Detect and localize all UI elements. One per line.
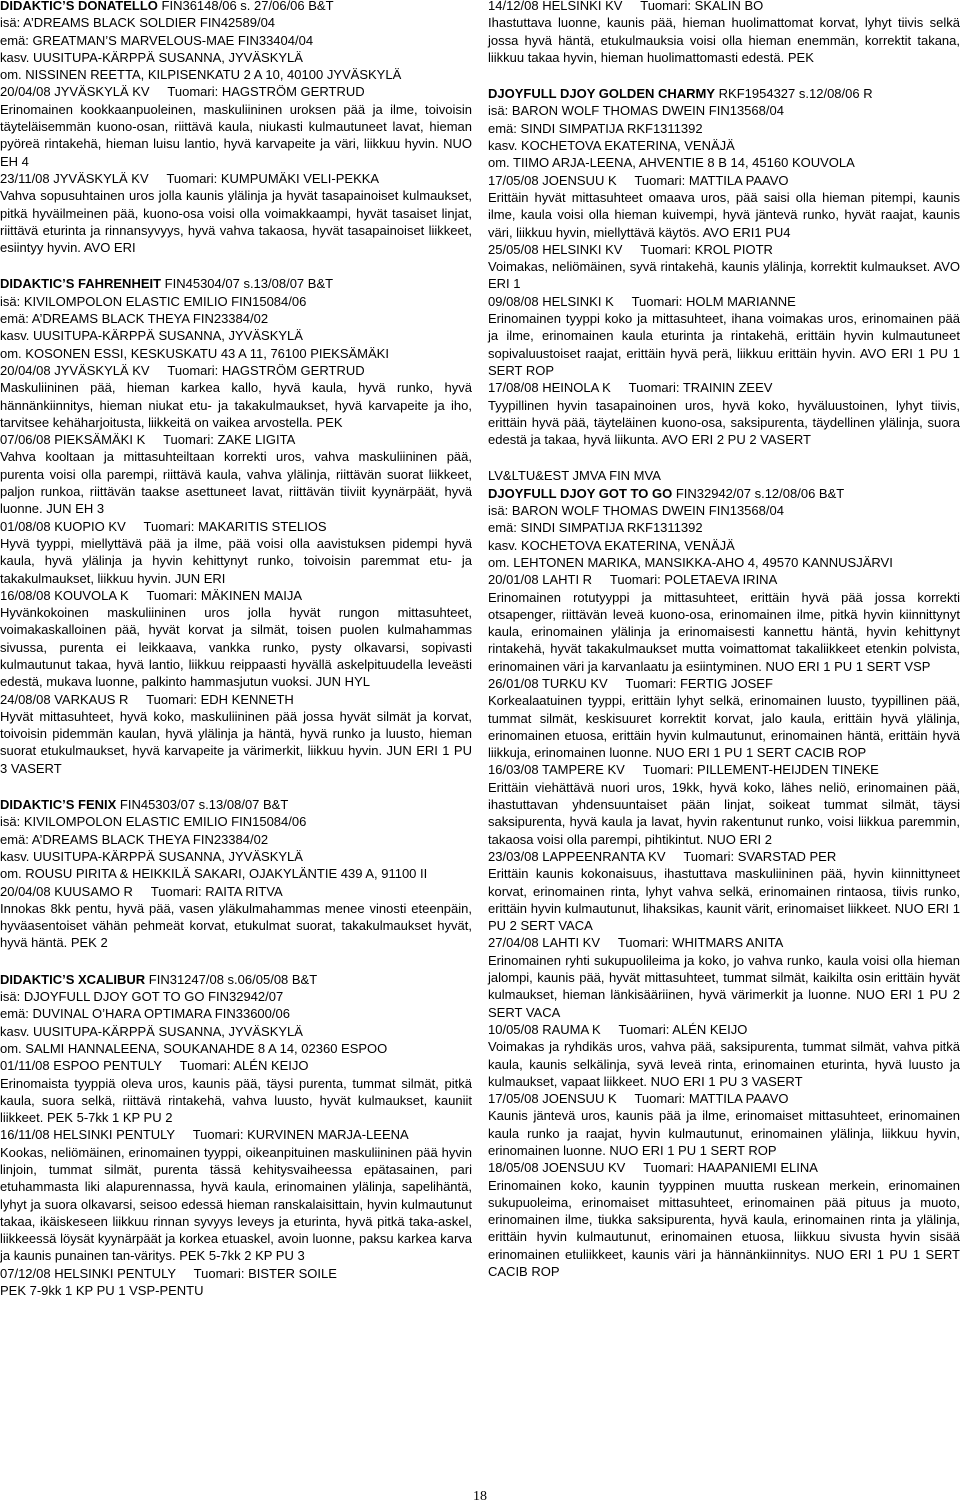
show-result [488, 571, 960, 675]
pedigree-line: emä: A’DREAMS BLACK THEYA FIN23384/02 [0, 311, 269, 327]
show-heading: 07/12/08 HELSINKI PENTULY Tuomari: BISTER SOILE [0, 1265, 337, 1281]
show-result [488, 379, 960, 448]
show-result [0, 587, 472, 691]
show-result [488, 848, 960, 934]
critique-text: Innokas 8kk pentu, hyvä pää, vasen yläkulmahammas menee vinosti eteenpäin, hyväasentoiset vähän pehmeät korvat, etukulmat suorat, takakulmaukset hyvät, hyvä häntä. PEK 2 [0, 900, 472, 951]
left-column [0, 0, 472, 1299]
show-result [488, 761, 960, 847]
pedigree-line: emä: DUVINAL O’HARA OPTIMARA FIN33600/06 [0, 1006, 290, 1022]
registration: FIN36148/06 s. 27/06/06 B&T [157, 0, 334, 13]
show-heading: 17/08/08 HEINOLA K Tuomari: TRAININ ZEEV [488, 380, 773, 396]
show-result [488, 1159, 960, 1280]
pedigree-line: emä: GREATMAN’S MARVELOUS-MAE FIN33404/04 [0, 32, 314, 48]
critique-text: PEK 7-9kk 1 KP PU 1 VSP-PENTU [0, 1283, 204, 1299]
dog-name: DJOYFULL DJOY GOLDEN CHARMY [488, 86, 716, 102]
show-heading: 16/03/08 TAMPERE KV Tuomari: PILLEMENT-HEIJDEN TINEKE [488, 762, 879, 778]
dog-entry [488, 66, 960, 448]
show-heading: 23/11/08 JYVÄSKYLÄ KV Tuomari: KUMPUMÄKI VELI-PEKKA [0, 170, 380, 186]
dog-title [0, 275, 472, 292]
show-heading: 09/08/08 HELSINKI K Tuomari: HOLM MARIANNE [488, 293, 796, 309]
entry-spacer [0, 777, 472, 796]
entry-spacer [488, 66, 960, 85]
show-heading: 27/04/08 LAHTI KV Tuomari: WHITMARS ANITA [488, 935, 784, 951]
dog-title [0, 0, 472, 14]
registration: FIN32942/07 s.12/08/06 B&T [672, 485, 845, 501]
dog-name: DIDAKTIC’S FAHRENHEIT [0, 276, 162, 292]
show-heading: 23/03/08 LAPPEENRANTA KV Tuomari: SVARSTAD PER [488, 848, 837, 864]
dog-title [0, 971, 472, 988]
pedigree-line: kasv. UUSITUPA-KÄRPPÄ SUSANNA, JYVÄSKYLÄ [0, 848, 303, 864]
critique-text: Tyypillinen hyvin tasapainoinen uros, hyvä koko, hyväluustoinen, lyhyt tiivis, erittäin hyvä pää, täyteläinen kuono-osa, saksipurenta, täydellinen ylälinja, suora edestä ja takaa, hyvä liikunta. AVO ERI 2 PU 2 VASERT [488, 397, 960, 448]
dog-header [0, 0, 472, 83]
show-result [0, 691, 472, 777]
dog-entry [0, 0, 472, 256]
show-result [0, 1057, 472, 1126]
pedigree-line: isä: BARON WOLF THOMAS DWEIN FIN13568/04 [488, 503, 784, 519]
critique-text: Erinomainen koko, kaunin tyyppinen muutta ruskean merkein, erinomainen sukupuoleima, erinomaiset mittasuhteet, erinomainen pää pituus ja muoto, erinomainen ilme, tiukka saksipurenta, hyvä kaula, erinomainen rinta ja ylälinja, erittäin hyvin kulmautunut, erinomainen etuosa, liikkuu sivusta hyvin sisää erinomainen etuliikkeet, kaunis väri ja hännänkiinnitys. NUO ERI 1 PU 1 SERT CACIB ROP [488, 1177, 960, 1280]
show-result [0, 883, 472, 952]
critique-text: Maskuliininen pää, hieman karkea kallo, hyvä kaula, hyvä runko, hyvä hännänkiinnitys, hieman niukat etu- ja takakulmaukset, hyvä karvapeite ja iho, tarvitsee kehäharjoitusta, liikkeitä on vaikea arvostella. PEK [0, 380, 472, 430]
critique-text: Voimakas, neliömäinen, syvä rintakehä, kaunis ylälinja, korrektit kulmaukset. AVO ERI 1 [488, 259, 960, 292]
pedigree-line: emä: SINDI SIMPATIJA RKF1311392 [488, 120, 703, 136]
critique-text: Erinomainen ryhti sukupuolileima ja koko, jo vahva runko, kaula voisi olla hieman jalompi, kaunis pää, hyvät mittasuhteet, tummat silmät, kaikilta osin erittäin hyvät kulmaukset, hieman länkisääriinen, hyvä värimerkit ja luonne. NUO ERI 1 PU 2 SERT VACA [488, 952, 960, 1020]
pedigree-line: om. ROUSU PIRITA & HEIKKILÄ SAKARI, OJAKYLÄNTIE 439 A, 91100 II [0, 866, 428, 882]
dog-header [488, 485, 960, 571]
show-result [0, 518, 472, 587]
show-result [488, 293, 960, 379]
dog-header [0, 796, 472, 882]
pedigree-line: isä: KIVILOMPOLON ELASTIC EMILIO FIN15084/06 [0, 293, 307, 309]
dog-title [488, 485, 960, 502]
dog-name: DJOYFULL DJOY GOT TO GO [488, 485, 673, 501]
pedigree-line: isä: BARON WOLF THOMAS DWEIN FIN13568/04 [488, 103, 784, 119]
pedigree-line: om. TIIMO ARJA-LEENA, AHVENTIE 8 B 14, 45160 KOUVOLA [488, 155, 855, 171]
critique-text: Kookas, neliömäinen, erinomainen tyyppi, oikeanpituinen maskuliininen pää hyvin linjoin, tummat silmät, purenta tässä kehitysvaiheessa epätasainen, pari etuhammasta liki alapurennassa, hyvä kaula, erinomainen ylälinja, sapelihäntä, lyhyt ja suora olkavarsi, seisoo edessä hieman ranskalaisittain, hyvin kulmautunut takaa, ikäiskeseen liikkuu rinnan syvyys leveys ja eturinta, hyvä pitkä taka-askel, liikkeessä löysät kyynärpäät ja korkea etuaskel, avoin luonne, paksu karkea karva ja kaunis punainen tan-väritys. PEK 5-7kk 2 KP PU 3 [0, 1144, 472, 1264]
critique-text: Korkealaatuinen tyyppi, erittäin lyhyt selkä, erinomainen luusto, tyypillinen pää, tummat silmät, keskisuuret korrektit korvat, jalo kaula, erittäin hyvä ylälinja, erinomainen etuosa, erittäin hyvin kulmautunut, erinomainen häntä, erittäin hyvä liikkuja, erinomainen luonne. NUO ERI 1 PU 1 SERT CACIB ROP [488, 693, 960, 761]
dog-name: DIDAKTIC’S XCALIBUR [0, 971, 146, 987]
show-heading: 17/05/08 JOENSUU K Tuomari: MATTILA PAAVO [488, 1091, 789, 1107]
pedigree-line: kasv. UUSITUPA-KÄRPPÄ SUSANNA, JYVÄSKYLÄ [0, 49, 303, 65]
dog-entry [488, 448, 960, 1280]
dog-header [488, 85, 960, 171]
show-result [488, 675, 960, 761]
entry-spacer [0, 952, 472, 971]
registration: FIN31247/08 s.06/05/08 B&T [145, 971, 318, 987]
critique-text: Voimakas ja ryhdikäs uros, vahva pää, saksipurenta, tummat silmät, vahva pitkä kaula, kaunis selkälinja, syvä leveä rinta, erinomainen eturinta, hyvä luusto ja kulmaukset, vapaat liikkeet. NUO ERI 1 PU 3 VASERT [488, 1039, 960, 1089]
show-heading: 20/04/08 JYVÄSKYLÄ KV Tuomari: HAGSTRÖM GERTRUD [0, 84, 365, 100]
show-heading: 26/01/08 TURKU KV Tuomari: FERTIG JOSEF [488, 675, 773, 691]
pedigree-line: isä: KIVILOMPOLON ELASTIC EMILIO FIN15084/06 [0, 814, 307, 830]
dog-title [0, 796, 472, 813]
dog-title [488, 85, 960, 102]
registration: FIN45304/07 s.13/08/07 B&T [161, 276, 334, 292]
title-group: LV&LTU&EST JMVA FIN MVA [488, 468, 661, 484]
critique-text: Erinomaista tyyppiä oleva uros, kaunis pää, täysi purenta, tummat silmät, pitkä kaula, suora selkä, riittävä rintakehä, vahva luusto, hyvät kulmaukset, kauniit liikkeet. PEK 5-7kk 1 KP PU 2 [0, 1075, 472, 1126]
show-result [0, 83, 472, 169]
pedigree-line: om. NISSINEN REETTA, KILPISENKATU 2 A 10, 40100 JYVÄSKYLÄ [0, 67, 402, 83]
dog-entry [488, 0, 960, 66]
dog-entry [0, 256, 472, 777]
critique-text: Vahva sopusuhtainen uros jolla kaunis ylälinja ja hyvät tasapainoiset kulmaukset, pitkä hyväilmeinen pää, kuono-osa voisi olla voimakkaampi, hyvät tasaiset linjat, riittävä eturinta ja rinnansyvyys, hyvä vahva takaosa, hyvät tasapainoiset liikkeet, esiintyy hyvin. AVO ERI [0, 188, 472, 256]
show-result [488, 934, 960, 1020]
registration: FIN45303/07 s.13/08/07 B&T [116, 797, 289, 813]
show-result [488, 1021, 960, 1090]
dog-entry [0, 777, 472, 952]
show-heading: 01/08/08 KUOPIO KV Tuomari: MAKARITIS STELIOS [0, 518, 327, 534]
show-result [488, 172, 960, 241]
entry-spacer [488, 448, 960, 467]
show-result [0, 431, 472, 517]
pedigree-line: kasv. UUSITUPA-KÄRPPÄ SUSANNA, JYVÄSKYLÄ [0, 1023, 303, 1039]
show-result [0, 1126, 472, 1264]
critique-text: Erinomainen tyyppi koko ja mittasuhteet, ihana voimakas uros, erinomainen pää ja ilme, erinomainen kaula eturinta ja rintakehä, erittäin hyvin kulmautuneet sopivaluustoiset raajat, erittäin hyvä perä, liikkuu erittäin hyvin. AVO ERI 1 PU 1 SERT ROP [488, 311, 960, 378]
show-result [488, 1090, 960, 1159]
critique-text: Hyvä tyyppi, miellyttävä pää ja ilme, pää voisi olla aavistuksen pidempi hyvä kaula, hyvä ylälinja ja hyvin kehittynyt runko, toivoisin paremmat etu- ja takakulmaukset, liikkuu hyvin. JUN ERI [0, 535, 472, 586]
show-heading: 10/05/08 RAUMA K Tuomari: ALÉN KEIJO [488, 1021, 748, 1037]
dog-name: DIDAKTIC’S FENIX [0, 797, 117, 813]
critique-text: Erittäin hyvät mittasuhteet omaava uros, pää saisi olla hieman pitempi, kaunis ilme, kaula voisi olla hieman kuivempi, hyvä jäntevä runko, hyvät raajat, kaunis väri, liikkuu hyvin, miellyttävä käytös. AVO ERI1 PU4 [488, 189, 960, 240]
pedigree-line: emä: A’DREAMS BLACK THEYA FIN23384/02 [0, 831, 269, 847]
show-result [0, 362, 472, 431]
show-heading: 24/08/08 VARKAUS R Tuomari: EDH KENNETH [0, 691, 294, 707]
critique-text: Hyvät mittasuhteet, hyvä koko, maskuliininen pää jossa hyvät silmät ja korvat, toivoisin pidemmän kaulan, hyvä ylälinja ja häntä, hyvä runko ja luusto, hieman suorat etukulmaukset, hyvä karvapeite ja värimerkit, liikkuu hyvin. JUN ERI 1 PU 3 VASERT [0, 708, 472, 776]
pedigree-line: kasv. KOCHETOVA EKATERINA, VENÄJÄ [488, 138, 735, 154]
critique-text: Vahva kooltaan ja mittasuhteiltaan korrekti uros, vahva maskuliininen pää, purenta voisi olla parempi, riittävä kaula, vahva ylälinja, riittävän suorat liikkeet, paljon runkoa, riittävän taakse asettuneet lavat, riittävän tiiviit kyynärpäät, hyvä luonne. JUN EH 3 [0, 449, 472, 517]
show-result [0, 170, 472, 256]
right-column [488, 0, 960, 1280]
show-heading: 20/04/08 JYVÄSKYLÄ KV Tuomari: HAGSTRÖM GERTRUD [0, 362, 365, 378]
critique-text: Erittäin viehättävä nuori uros, 19kk, hyvä koko, lähes neliö, erinomainen pää, ihastuttavan yhdensuuntaiset pään linjat, soikeat tummat silmät, täysi saksipurenta, hyvä kaula ja lavat, hyvin rakentunut runko, voisi liikkua paremmin, takaosa voisi olla parempi, pihtikintut. NUO ERI 2 [488, 779, 960, 847]
show-result [488, 0, 960, 66]
show-result [0, 1265, 472, 1300]
critique-text: Erittäin kaunis kokonaisuus, ihastuttava maskuliininen pää, hyvin kiinnittyneet korvat, erinomainen rinta, lyhyt vahva selkä, erinomainen rintaosa, tiivis runko, erittäin hyvin kulmautunut, lihaksikas, kaunit värit, erinomaiset liikkeet. NUO ERI 1 PU 2 SERT VACA [488, 866, 960, 934]
critique-text: Ihastuttava luonne, kaunis pää, hieman huolimattomat korvat, lyhyt tiivis selkä jossa hyvä häntä, etukulmauksia voisi olla hieman enemmän, korrektit takana, liikkuu takaa hyvin, hieman huolimattomasti edestä. PEK [488, 15, 960, 65]
show-result [488, 241, 960, 293]
pedigree-line: kasv. UUSITUPA-KÄRPPÄ SUSANNA, JYVÄSKYLÄ [0, 328, 303, 344]
show-heading: 25/05/08 HELSINKI KV Tuomari: KROL PIOTR [488, 241, 773, 257]
pedigree-line: om. SALMI HANNALEENA, SOUKANAHDE 8 A 14, 02360 ESPOO [0, 1040, 388, 1056]
critique-text: Kaunis jäntevä uros, kaunis pää ja ilme, erinomaiset mittasuhteet, erinomainen kaula runko ja raajat, hyvin kulmautunut, erinomainen ylälinja, liikkuu hyvin, erinomainen luonne. NUO ERI 1 PU 1 SERT ROP [488, 1108, 960, 1158]
show-heading: 20/04/08 KUUSAMO R Tuomari: RAITA RITVA [0, 883, 283, 899]
show-heading: 01/11/08 ESPOO PENTULY Tuomari: ALÉN KEIJO [0, 1058, 309, 1074]
critique-text: Erinomainen rotutyyppi ja mittasuhteet, erittäin hyvä pää jossa korrekti otsapenger, riittävän leveä kuono-osa, erinomainen ilme, pitkä hyvin kiinnittynyt kaula, erinomainen ylälinja ja erinomaisesti kannettu häntä, hyvin kehittynyt rintakehä, hyvät takakulmaukset mutta voimattomat takaliikkeet etenkin polvista, erinomainen väri ja karvanlaatu ja esiintyminen. NUO ERI 1 PU 1 SERT VSP [488, 589, 960, 674]
critique-text: Hyvänkokoinen maskuliininen uros jolla hyvät rungon mittasuhteet, voimakaskalloinen pää, hyvät korvat ja silmät, toisen puolen kulmahammas sivussa, purenta ei leikkaava, vankka runko, pysty olkavarsi, sopivasti kulmautunut takaa, hyvä lantio, liikkuu reippaasti hyvällä askelpituudella leveästi edestä, mukava luonne, palkinto hammasjutun vuoksi. JUN HYL [0, 605, 472, 690]
pedigree-line: kasv. KOCHETOVA EKATERINA, VENÄJÄ [488, 537, 735, 553]
pedigree-line: om. KOSONEN ESSI, KESKUSKATU 43 A 11, 76100 PIEKSÄMÄKI [0, 345, 389, 361]
page-number: 18 [473, 1489, 487, 1504]
show-heading: 07/06/08 PIEKSÄMÄKI K Tuomari: ZAKE LIGITA [0, 432, 296, 448]
show-heading: 17/05/08 JOENSUU K Tuomari: MATTILA PAAVO [488, 172, 789, 188]
critique-text: Erinomainen kookkaanpuoleinen, maskuliininen uroksen pää ja ilme, toivoisin täyteläisemmän kuono-osan, riittävä kaula, niukasti kulmautuneet lavat, hieman pyöreä rintakehä, hieman luisu lantio, hyvä karvapeite ja väri, liikkuu hyvin. NUO EH 4 [0, 101, 472, 169]
show-heading: 20/01/08 LAHTI R Tuomari: POLETAEVA IRINA [488, 572, 778, 588]
entry-spacer [0, 256, 472, 275]
dog-header [0, 275, 472, 361]
show-heading: 14/12/08 HELSINKI KV Tuomari: SKALIN BO [488, 0, 764, 13]
dog-name: DIDAKTIC’S DONATELLO [0, 0, 158, 13]
show-heading: 16/11/08 HELSINKI PENTULY Tuomari: KURVINEN MARJA-LEENA [0, 1127, 409, 1143]
pedigree-line: om. LEHTONEN MARIKA, MANSIKKA-AHO 4, 49570 KANNUSJÄRVI [488, 554, 893, 570]
dog-header [0, 971, 472, 1057]
pedigree-line: isä: A’DREAMS BLACK SOLDIER FIN42589/04 [0, 15, 276, 31]
registration: RKF1954327 s.12/08/06 R [715, 86, 873, 102]
pedigree-line: emä: SINDI SIMPATIJA RKF1311392 [488, 520, 703, 536]
dog-entry [0, 952, 472, 1300]
show-heading: 18/05/08 JOENSUU KV Tuomari: HAAPANIEMI ELINA [488, 1160, 818, 1176]
show-heading: 16/08/08 KOUVOLA K Tuomari: MÄKINEN MAIJA [0, 587, 303, 603]
pedigree-line: isä: DJOYFULL DJOY GOT TO GO FIN32942/07 [0, 989, 284, 1005]
